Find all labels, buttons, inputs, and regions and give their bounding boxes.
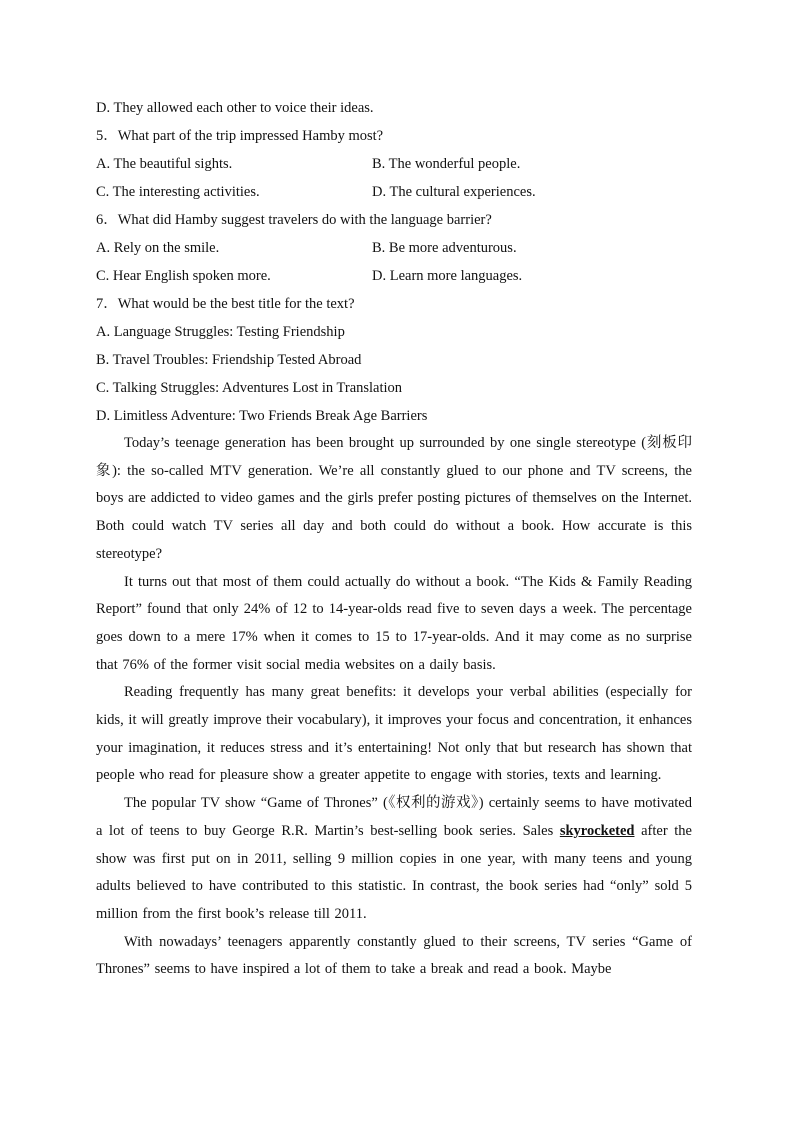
question-5-options-row-2 (96, 178, 692, 206)
question-5-options-row-1 (96, 150, 692, 178)
question-5-option-d: D. The cultural experiences. (372, 184, 536, 200)
document-content (96, 94, 692, 984)
question-6-options-row-1 (96, 234, 692, 262)
passage-paragraph-1: Today’s teenage generation has been brought up surrounded by one single stereotype (刻板印象): the so-called MTV generation. We’re all constantly glued to our phone and TV screens, the boys are addicted to video games and the girls prefer posting pictures of themselves on the Internet. Both could watch TV series all day and both could do without a book. How accurate is this stereotype? (96, 435, 692, 562)
question-6-option-c: C. Hear English spoken more. (96, 268, 271, 284)
highlighted-word-skyrocketed: skyrocketed (559, 822, 635, 839)
question-6-stem: 6．What did Hamby suggest travelers do with the language barrier? (96, 212, 492, 228)
paragraph-4-text-after: after the show was first put on in 2011, selling 9 million copies in one year, with many teens and young adults believed to have contributed to this statistic. In contrast, the book series had “only” sold 5 million from the first book’s release till 2011. (96, 822, 692, 922)
question-6-option-d: D. Learn more languages. (372, 268, 523, 284)
passage-paragraph-4 (96, 790, 692, 929)
paragraph-4-text-before: The popular TV show “Game of Thrones” (《权利的游戏》) certainly seems to have motivated a lot of teens to buy George R.R. Martin’s best-selling book series. Sales (96, 795, 692, 839)
passage-paragraph-3: Reading frequently has many great benefits: it develops your verbal abilities (especially for kids, it will greatly improve their vocabulary), it improves your focus and concentration, it enhances your imagination, it reduces stress and it’s entertaining! Not only that but research has shown that people who read for pleasure show a greater appetite to engage with stories, texts and learning. (96, 684, 692, 784)
question-6-option-a: A. Rely on the smile. (96, 240, 220, 256)
question-5-option-b: B. The wonderful people. (372, 156, 521, 172)
question-7-option-a: A. Language Struggles: Testing Friendship (96, 324, 345, 340)
question-5-stem: 5．What part of the trip impressed Hamby most? (96, 128, 384, 144)
question-5-option-a: A. The beautiful sights. (96, 156, 233, 172)
question-6-option-b: B. Be more adventurous. (372, 240, 517, 256)
question-5-option-c: C. The interesting activities. (96, 184, 260, 200)
q4-option-d: D. They allowed each other to voice their ideas. (96, 100, 374, 116)
question-7-option-c: C. Talking Struggles: Adventures Lost in Translation (96, 380, 403, 396)
passage-paragraph-5: With nowadays’ teenagers apparently constantly glued to their screens, TV series “Game of Thrones” seems to have inspired a lot of them to take a break and read a book. Maybe (96, 933, 692, 978)
question-6-options-row-2 (96, 262, 692, 290)
question-7-stem: 7．What would be the best title for the text? (96, 296, 355, 312)
question-7-option-d: D. Limitless Adventure: Two Friends Break Age Barriers (96, 408, 428, 424)
question-7-option-b: B. Travel Troubles: Friendship Tested Abroad (96, 352, 362, 368)
passage-paragraph-2: It turns out that most of them could actually do without a book. “The Kids & Family Reading Report” found that only 24% of 12 to 14-year-olds read five to seven days a week. The percentage goes down to a mere 17% when it comes to 15 to 17-year-olds. And it may come as no surprise that 76% of the former visit social media websites on a daily basis. (96, 573, 692, 673)
